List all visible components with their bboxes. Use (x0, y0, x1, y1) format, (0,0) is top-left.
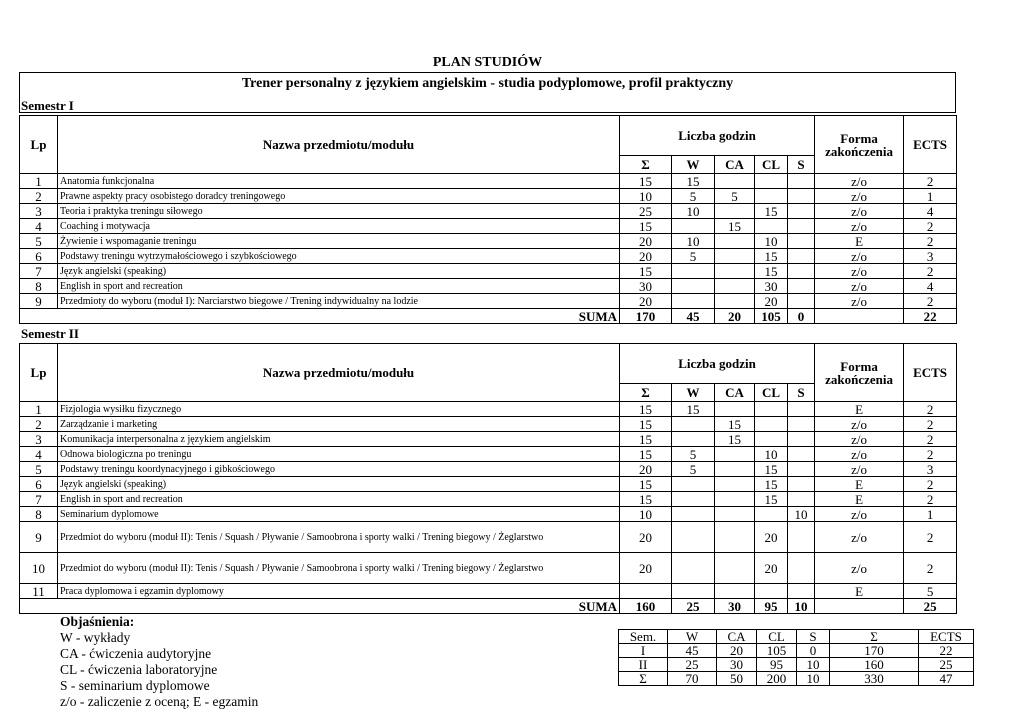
table-row (20, 279, 957, 294)
w-cell: 5 (672, 462, 715, 477)
lp-cell: 5 (20, 234, 58, 249)
summary-header: S (797, 630, 830, 644)
subject-name: English in sport and recreation (58, 492, 620, 507)
cl-cell: 15 (755, 249, 788, 264)
subject-name: Komunikacja interpersonalna z językiem angielskim (58, 432, 620, 447)
summary-cell: 160 (830, 658, 919, 672)
s-cell (788, 492, 815, 507)
cl-cell: 20 (755, 522, 788, 553)
lp-cell: 8 (20, 279, 58, 294)
w-cell: 5 (672, 447, 715, 462)
legend-item: S - seminarium dyplomowe (60, 678, 210, 693)
w-header: W (672, 156, 715, 174)
form-cell: z/o (815, 249, 904, 264)
summary-cell: I (619, 644, 668, 658)
subject-name: Fizjologia wysiłku fizycznego (58, 402, 620, 417)
subject-name: Coaching i motywacja (58, 219, 620, 234)
form-cell: z/o (815, 279, 904, 294)
hours-header: Liczba godzin (620, 116, 815, 156)
form-cell: E (815, 492, 904, 507)
w-cell (672, 477, 715, 492)
lp-cell: 3 (20, 432, 58, 447)
lp-cell: 8 (20, 507, 58, 522)
ca-cell (715, 447, 755, 462)
cl-cell: 15 (755, 264, 788, 279)
semester-2-label: Semestr II (21, 326, 79, 341)
s-cell (788, 417, 815, 432)
ca-cell (715, 584, 755, 599)
ects-cell: 4 (904, 279, 957, 294)
summary-row (619, 658, 974, 672)
ca-cell (715, 507, 755, 522)
subject-name: Praca dyplomowa i egzamin dyplomowy (58, 584, 620, 599)
cl-cell (755, 417, 788, 432)
summary-cell: 10 (797, 672, 830, 686)
hours-total-cell: 15 (620, 219, 672, 234)
legend (60, 614, 258, 710)
ects-cell: 2 (904, 402, 957, 417)
ects-cell: 1 (904, 507, 957, 522)
legend-item: CA - ćwiczenia audytoryjne (60, 646, 212, 661)
legend-item: z/o - zaliczenie z oceną; E - egzamin (60, 694, 259, 709)
ects-cell: 2 (904, 294, 957, 309)
ects-cell: 2 (904, 522, 957, 553)
form-cell: z/o (815, 432, 904, 447)
w-cell (672, 219, 715, 234)
s-cell (788, 402, 815, 417)
form-cell: E (815, 402, 904, 417)
total-form (815, 309, 904, 324)
page-title: PLAN STUDIÓW (432, 55, 543, 70)
semester-2-table (19, 343, 957, 614)
w-cell (672, 279, 715, 294)
cl-cell: 20 (755, 553, 788, 584)
summary-cell: 25 (919, 658, 974, 672)
form-cell: z/o (815, 189, 904, 204)
program-title: Trener personalny z językiem angielskim - studia podyplomowe, profil praktyczny (241, 76, 734, 91)
ects-header: ECTS (904, 116, 957, 174)
ects-cell: 2 (904, 432, 957, 447)
ca-header: CA (715, 384, 755, 402)
total-ects: 22 (904, 309, 957, 324)
cl-cell: 10 (755, 447, 788, 462)
total-ca: 30 (715, 599, 755, 614)
total-ca: 20 (715, 309, 755, 324)
ects-cell: 2 (904, 234, 957, 249)
cl-cell (755, 432, 788, 447)
hours-total-cell: 15 (620, 477, 672, 492)
w-cell (672, 507, 715, 522)
table-row (20, 584, 957, 599)
total-w: 25 (672, 599, 715, 614)
summary-row (619, 672, 974, 686)
hours-total-cell: 20 (620, 249, 672, 264)
cl-cell: 30 (755, 279, 788, 294)
ca-cell (715, 204, 755, 219)
summary-cell: Σ (619, 672, 668, 686)
table-row (20, 174, 957, 189)
table-row (20, 204, 957, 219)
hours-total-cell: 15 (620, 417, 672, 432)
summary-cell: 45 (668, 644, 717, 658)
hours-total-cell: 20 (620, 553, 672, 584)
total-s: 0 (788, 309, 815, 324)
lp-cell: 1 (20, 402, 58, 417)
ca-header: CA (715, 156, 755, 174)
cl-cell: 15 (755, 462, 788, 477)
subject-name: Podstawy treningu wytrzymałościowego i szybkościowego (58, 249, 620, 264)
ca-cell (715, 264, 755, 279)
w-cell: 10 (672, 204, 715, 219)
total-cl: 95 (755, 599, 788, 614)
total-spacer (20, 599, 58, 614)
s-cell (788, 477, 815, 492)
ca-cell (715, 279, 755, 294)
lp-header: Lp (20, 344, 58, 402)
subject-name: Zarządzanie i marketing (58, 417, 620, 432)
table-row (20, 219, 957, 234)
cl-header: CL (755, 384, 788, 402)
ects-cell: 2 (904, 447, 957, 462)
legend-item: CL - ćwiczenia laboratoryjne (60, 662, 218, 677)
table-row (20, 189, 957, 204)
ca-cell (715, 249, 755, 264)
w-header: W (672, 384, 715, 402)
s-cell (788, 447, 815, 462)
total-spacer (20, 309, 58, 324)
subject-name: Przedmiot do wyboru (moduł II): Tenis / Squash / Pływanie / Samoobrona i sporty walki / Trening biegowy / Żeglarstwo (58, 553, 620, 584)
w-cell (672, 584, 715, 599)
ects-cell: 2 (904, 477, 957, 492)
w-cell (672, 432, 715, 447)
form-cell: z/o (815, 294, 904, 309)
cl-cell: 15 (755, 477, 788, 492)
lp-cell: 9 (20, 294, 58, 309)
hours-header: Liczba godzin (620, 344, 815, 384)
hours-total-cell: 15 (620, 264, 672, 279)
ects-cell: 2 (904, 553, 957, 584)
hours-total-cell: 15 (620, 402, 672, 417)
form-cell: E (815, 477, 904, 492)
subject-name: English in sport and recreation (58, 279, 620, 294)
form-cell: z/o (815, 507, 904, 522)
ects-cell: 2 (904, 219, 957, 234)
lp-cell: 4 (20, 219, 58, 234)
ca-cell: 5 (715, 189, 755, 204)
form-cell: E (815, 584, 904, 599)
table-row (20, 294, 957, 309)
legend-heading: Objaśnienia: (60, 614, 135, 629)
ects-cell: 4 (904, 204, 957, 219)
w-cell (672, 522, 715, 553)
summary-header: Σ (830, 630, 919, 644)
summary-cell: 105 (757, 644, 797, 658)
cl-cell (755, 174, 788, 189)
form-cell: z/o (815, 174, 904, 189)
ca-cell (715, 492, 755, 507)
s-cell (788, 189, 815, 204)
summary-cell: 30 (717, 658, 757, 672)
legend-item: W - wykłady (60, 630, 131, 645)
hours-total-cell: 10 (620, 189, 672, 204)
summary-cell: 70 (668, 672, 717, 686)
cl-header: CL (755, 156, 788, 174)
ca-cell (715, 234, 755, 249)
s-cell: 10 (788, 507, 815, 522)
table-row (20, 462, 957, 477)
form-cell: z/o (815, 553, 904, 584)
lp-cell: 3 (20, 204, 58, 219)
ca-cell (715, 462, 755, 477)
ca-cell (715, 553, 755, 584)
hours-total-cell: 20 (620, 462, 672, 477)
total-s: 10 (788, 599, 815, 614)
ects-cell: 5 (904, 584, 957, 599)
ca-cell (715, 174, 755, 189)
s-cell (788, 249, 815, 264)
hours-total-cell: 10 (620, 507, 672, 522)
s-cell (788, 174, 815, 189)
total-cl: 105 (755, 309, 788, 324)
s-cell (788, 279, 815, 294)
table-row (20, 553, 957, 584)
form-cell: E (815, 234, 904, 249)
form-cell: z/o (815, 417, 904, 432)
summary-cell: 20 (717, 644, 757, 658)
s-cell (788, 432, 815, 447)
form-cell: z/o (815, 522, 904, 553)
ects-cell: 3 (904, 462, 957, 477)
total-ects: 25 (904, 599, 957, 614)
form-cell: z/o (815, 462, 904, 477)
w-cell (672, 294, 715, 309)
table-row (20, 477, 957, 492)
subject-name: Teoria i praktyka treningu siłowego (58, 204, 620, 219)
summary-cell: 25 (668, 658, 717, 672)
cl-cell: 20 (755, 294, 788, 309)
cl-cell (755, 584, 788, 599)
subject-name-header: Nazwa przedmiotu/modułu (58, 116, 620, 174)
table-row (20, 264, 957, 279)
hours-total-cell: 15 (620, 174, 672, 189)
lp-cell: 1 (20, 174, 58, 189)
hours-total-cell: 20 (620, 234, 672, 249)
lp-cell: 10 (20, 553, 58, 584)
cl-cell (755, 402, 788, 417)
lp-cell: 2 (20, 417, 58, 432)
summary-cell: 50 (717, 672, 757, 686)
form-header: Forma zakończenia (815, 116, 904, 174)
table-row (20, 234, 957, 249)
table-row (20, 507, 957, 522)
s-cell (788, 584, 815, 599)
summary-cell: 330 (830, 672, 919, 686)
sigma-header: Σ (620, 156, 672, 174)
total-row (20, 309, 957, 324)
lp-cell: 4 (20, 447, 58, 462)
total-row (20, 599, 957, 614)
cl-cell: 15 (755, 204, 788, 219)
ca-cell (715, 294, 755, 309)
s-cell (788, 553, 815, 584)
total-hours: 170 (620, 309, 672, 324)
summary-cell: 95 (757, 658, 797, 672)
summary-table (618, 629, 974, 686)
ects-cell: 2 (904, 174, 957, 189)
cl-cell (755, 507, 788, 522)
w-cell (672, 553, 715, 584)
subject-name: Podstawy treningu koordynacyjnego i gibkościowego (58, 462, 620, 477)
table-row (20, 522, 957, 553)
summary-cell: 200 (757, 672, 797, 686)
hours-total-cell: 20 (620, 522, 672, 553)
subject-name-header: Nazwa przedmiotu/modułu (58, 344, 620, 402)
ca-cell (715, 402, 755, 417)
subject-name: Prawne aspekty pracy osobistego doradcy treningowego (58, 189, 620, 204)
hours-total-cell: 20 (620, 294, 672, 309)
total-label: SUMA (58, 599, 620, 614)
subject-name: Seminarium dyplomowe (58, 507, 620, 522)
w-cell: 15 (672, 402, 715, 417)
summary-cell: 10 (797, 658, 830, 672)
total-label: SUMA (58, 309, 620, 324)
lp-cell: 5 (20, 462, 58, 477)
w-cell (672, 492, 715, 507)
subject-name: Odnowa biologiczna po treningu (58, 447, 620, 462)
ca-cell: 15 (715, 417, 755, 432)
w-cell (672, 417, 715, 432)
lp-cell: 7 (20, 264, 58, 279)
subject-name: Przedmiot do wyboru (moduł II): Tenis / Squash / Pływanie / Samoobrona i sporty walki / Trening biegowy / Żeglarstwo (58, 522, 620, 553)
form-cell: z/o (815, 264, 904, 279)
table-row (20, 492, 957, 507)
summary-cell: 22 (919, 644, 974, 658)
summary-header: W (668, 630, 717, 644)
subject-name: Język angielski (speaking) (58, 264, 620, 279)
summary-header: ECTS (919, 630, 974, 644)
s-cell (788, 204, 815, 219)
hours-total-cell: 15 (620, 492, 672, 507)
table-row (20, 402, 957, 417)
subject-name: Przedmioty do wyboru (moduł I): Narciarstwo biegowe / Trening indywidualny na lodzie (58, 294, 620, 309)
ca-cell: 15 (715, 219, 755, 234)
ects-cell: 1 (904, 189, 957, 204)
ects-cell: 3 (904, 249, 957, 264)
lp-cell: 2 (20, 189, 58, 204)
table-row (20, 417, 957, 432)
total-form (815, 599, 904, 614)
ca-cell: 15 (715, 432, 755, 447)
summary-header: Sem. (619, 630, 668, 644)
hours-total-cell: 15 (620, 432, 672, 447)
table-row (20, 432, 957, 447)
summary-cell: 0 (797, 644, 830, 658)
s-cell (788, 219, 815, 234)
cl-cell (755, 189, 788, 204)
hours-total-cell: 15 (620, 447, 672, 462)
w-cell: 15 (672, 174, 715, 189)
s-header: S (788, 384, 815, 402)
lp-cell: 7 (20, 492, 58, 507)
ects-cell: 2 (904, 492, 957, 507)
s-cell (788, 462, 815, 477)
ects-header: ECTS (904, 344, 957, 402)
form-cell: z/o (815, 447, 904, 462)
ca-cell (715, 522, 755, 553)
s-header: S (788, 156, 815, 174)
lp-cell: 6 (20, 477, 58, 492)
total-w: 45 (672, 309, 715, 324)
summary-cell: 47 (919, 672, 974, 686)
lp-cell: 6 (20, 249, 58, 264)
sigma-header: Σ (620, 384, 672, 402)
w-cell: 10 (672, 234, 715, 249)
ects-cell: 2 (904, 264, 957, 279)
form-cell: z/o (815, 219, 904, 234)
form-header: Forma zakończenia (815, 344, 904, 402)
hours-total-cell: 25 (620, 204, 672, 219)
w-cell (672, 264, 715, 279)
s-cell (788, 294, 815, 309)
summary-header: CL (757, 630, 797, 644)
subject-name: Język angielski (speaking) (58, 477, 620, 492)
total-hours: 160 (620, 599, 672, 614)
s-cell (788, 234, 815, 249)
hours-total-cell (620, 584, 672, 599)
subject-name: Żywienie i wspomaganie treningu (58, 234, 620, 249)
cl-cell (755, 219, 788, 234)
w-cell: 5 (672, 189, 715, 204)
semester-1-table (19, 115, 957, 324)
ects-cell: 2 (904, 417, 957, 432)
s-cell (788, 264, 815, 279)
lp-header: Lp (20, 116, 58, 174)
form-cell: z/o (815, 204, 904, 219)
w-cell: 5 (672, 249, 715, 264)
cl-cell: 10 (755, 234, 788, 249)
ca-cell (715, 477, 755, 492)
lp-cell: 11 (20, 584, 58, 599)
s-cell (788, 522, 815, 553)
summary-row (619, 644, 974, 658)
table-row (20, 249, 957, 264)
summary-header: CA (717, 630, 757, 644)
subject-name: Anatomia funkcjonalna (58, 174, 620, 189)
summary-cell: II (619, 658, 668, 672)
table-row (20, 447, 957, 462)
hours-total-cell: 30 (620, 279, 672, 294)
lp-cell: 9 (20, 522, 58, 553)
semester-1-label: Semestr I (21, 98, 74, 113)
cl-cell: 15 (755, 492, 788, 507)
summary-cell: 170 (830, 644, 919, 658)
